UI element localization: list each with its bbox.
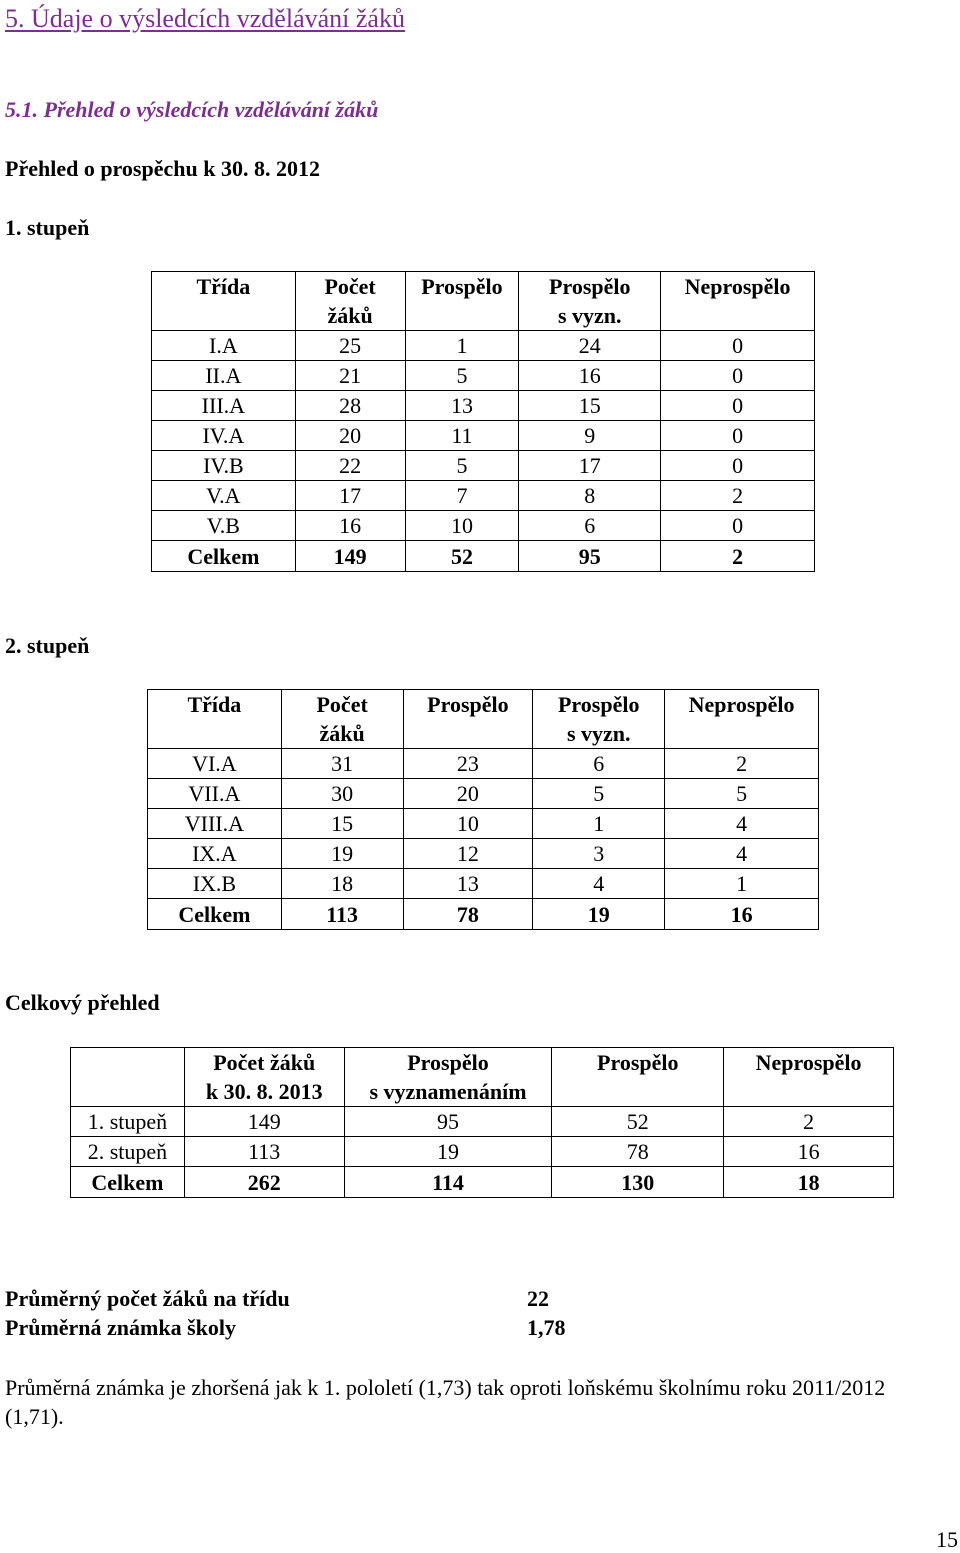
stage2-table: [147, 689, 819, 930]
table-row: [148, 869, 819, 899]
table-header-row: [71, 1048, 894, 1107]
table-cell: Počet žáků k 30. 8. 2013: [184, 1048, 344, 1107]
table-cell: 16: [724, 1137, 894, 1167]
table-cell: 9: [519, 421, 661, 451]
table-cell: 78: [403, 899, 533, 930]
table-cell: 17: [519, 451, 661, 481]
table-cell: 0: [661, 331, 815, 361]
table-cell: 2. stupeň: [71, 1137, 185, 1167]
table-row: [152, 331, 815, 361]
table-cell: 6: [533, 749, 665, 779]
table-cell: 149: [295, 541, 405, 572]
table-cell: 0: [661, 391, 815, 421]
table-cell: 19: [281, 839, 403, 869]
subsection-heading: 5.1. Přehled o výsledcích vzdělávání žáků: [5, 97, 379, 122]
table-cell: IX.B: [148, 869, 282, 899]
table-header-row: [148, 690, 819, 749]
table-row: [71, 1107, 894, 1137]
table-cell: 1. stupeň: [71, 1107, 185, 1137]
table-cell: 1: [405, 331, 519, 361]
table-cell: 2: [665, 749, 819, 779]
stage1-label: 1. stupeň: [5, 215, 90, 240]
table-cell: 78: [552, 1137, 724, 1167]
table-cell: IV.A: [152, 421, 296, 451]
table-cell: 18: [724, 1167, 894, 1198]
table-cell: Celkem: [148, 899, 282, 930]
avg-grade-label: Průměrná známka školy: [5, 1315, 236, 1340]
table-cell: Prospělo: [405, 272, 519, 331]
table-total-row: [152, 541, 815, 572]
table-cell: 16: [519, 361, 661, 391]
table-header-row: [152, 272, 815, 331]
page-number: 15: [936, 1527, 958, 1552]
table-row: [148, 839, 819, 869]
table-cell: VII.A: [148, 779, 282, 809]
table-cell: 23: [403, 749, 533, 779]
table-cell: 262: [184, 1167, 344, 1198]
table-cell: Třída: [152, 272, 296, 331]
table-row: [148, 779, 819, 809]
table-cell: 113: [184, 1137, 344, 1167]
table-cell: 16: [295, 511, 405, 541]
table-cell: 52: [405, 541, 519, 572]
table-row: [71, 1137, 894, 1167]
stage2-label: 2. stupeň: [5, 633, 90, 658]
stage1-table: [151, 271, 815, 572]
table-cell: 2: [661, 541, 815, 572]
table-cell: 0: [661, 451, 815, 481]
table-cell: 28: [295, 391, 405, 421]
overview-label: Přehled o prospěchu k 30. 8. 2012: [5, 156, 320, 181]
avg-grade-value: 1,78: [527, 1315, 566, 1340]
table-cell: 0: [661, 511, 815, 541]
table-row: [152, 451, 815, 481]
table-cell: 17: [295, 481, 405, 511]
table-cell: 6: [519, 511, 661, 541]
table-cell: 0: [661, 361, 815, 391]
table-cell: Neprospělo: [724, 1048, 894, 1107]
table-row: [148, 809, 819, 839]
table-cell: Celkem: [71, 1167, 185, 1198]
table-cell: [71, 1048, 185, 1107]
table-cell: IX.A: [148, 839, 282, 869]
table-row: [148, 749, 819, 779]
table-cell: 0: [661, 421, 815, 451]
table-cell: IV.B: [152, 451, 296, 481]
table-cell: 5: [533, 779, 665, 809]
table-cell: V.A: [152, 481, 296, 511]
note-paragraph: Průměrná známka je zhoršená jak k 1. pololetí (1,73) tak oproti loňskému školnímu roku 2011/2012 (1,71).: [5, 1375, 886, 1429]
table-total-row: [148, 899, 819, 930]
table-total-row: [71, 1167, 894, 1198]
table-row: [152, 421, 815, 451]
table-cell: 4: [665, 839, 819, 869]
table-cell: 10: [403, 809, 533, 839]
table-cell: 22: [295, 451, 405, 481]
table-cell: 5: [405, 451, 519, 481]
summary-table: [70, 1047, 894, 1198]
table-cell: 12: [403, 839, 533, 869]
table-cell: 95: [519, 541, 661, 572]
table-cell: 8: [519, 481, 661, 511]
table-cell: 114: [344, 1167, 552, 1198]
table-cell: 20: [295, 421, 405, 451]
table-cell: 24: [519, 331, 661, 361]
table-cell: II.A: [152, 361, 296, 391]
table-cell: 130: [552, 1167, 724, 1198]
table-cell: 95: [344, 1107, 552, 1137]
table-cell: 15: [519, 391, 661, 421]
avg-pupils-value: 22: [527, 1286, 549, 1311]
table-cell: 30: [281, 779, 403, 809]
table-cell: VIII.A: [148, 809, 282, 839]
table-cell: 10: [405, 511, 519, 541]
table-cell: III.A: [152, 391, 296, 421]
table-cell: 52: [552, 1107, 724, 1137]
table-cell: 4: [533, 869, 665, 899]
table-cell: Prospělo s vyznamenáním: [344, 1048, 552, 1107]
table-cell: 25: [295, 331, 405, 361]
table-cell: 149: [184, 1107, 344, 1137]
table-cell: Prospělo: [403, 690, 533, 749]
table-cell: Prospělo s vyzn.: [519, 272, 661, 331]
table-row: [152, 361, 815, 391]
table-cell: 4: [665, 809, 819, 839]
table-cell: 13: [405, 391, 519, 421]
table-cell: Prospělo s vyzn.: [533, 690, 665, 749]
table-cell: 16: [665, 899, 819, 930]
table-cell: 13: [403, 869, 533, 899]
table-cell: 19: [344, 1137, 552, 1167]
table-cell: V.B: [152, 511, 296, 541]
table-cell: Třída: [148, 690, 282, 749]
table-cell: Počet žáků: [295, 272, 405, 331]
table-cell: 5: [405, 361, 519, 391]
table-cell: 2: [724, 1107, 894, 1137]
table-cell: 1: [533, 809, 665, 839]
summary-label: Celkový přehled: [5, 990, 160, 1015]
table-cell: 2: [661, 481, 815, 511]
table-cell: 20: [403, 779, 533, 809]
avg-pupils-label: Průměrný počet žáků na třídu: [5, 1286, 290, 1311]
table-cell: Neprospělo: [661, 272, 815, 331]
table-cell: 18: [281, 869, 403, 899]
table-cell: 1: [665, 869, 819, 899]
table-cell: 7: [405, 481, 519, 511]
table-cell: Neprospělo: [665, 690, 819, 749]
table-cell: 5: [665, 779, 819, 809]
table-row: [152, 511, 815, 541]
table-row: [152, 391, 815, 421]
table-cell: Celkem: [152, 541, 296, 572]
section-heading: 5. Údaje o výsledcích vzdělávání žáků: [5, 4, 405, 33]
table-cell: 15: [281, 809, 403, 839]
table-cell: Počet žáků: [281, 690, 403, 749]
table-row: [152, 481, 815, 511]
table-cell: 21: [295, 361, 405, 391]
table-cell: I.A: [152, 331, 296, 361]
table-cell: 113: [281, 899, 403, 930]
table-cell: 3: [533, 839, 665, 869]
table-cell: 19: [533, 899, 665, 930]
table-cell: VI.A: [148, 749, 282, 779]
table-cell: 11: [405, 421, 519, 451]
table-cell: Prospělo: [552, 1048, 724, 1107]
table-cell: 31: [281, 749, 403, 779]
